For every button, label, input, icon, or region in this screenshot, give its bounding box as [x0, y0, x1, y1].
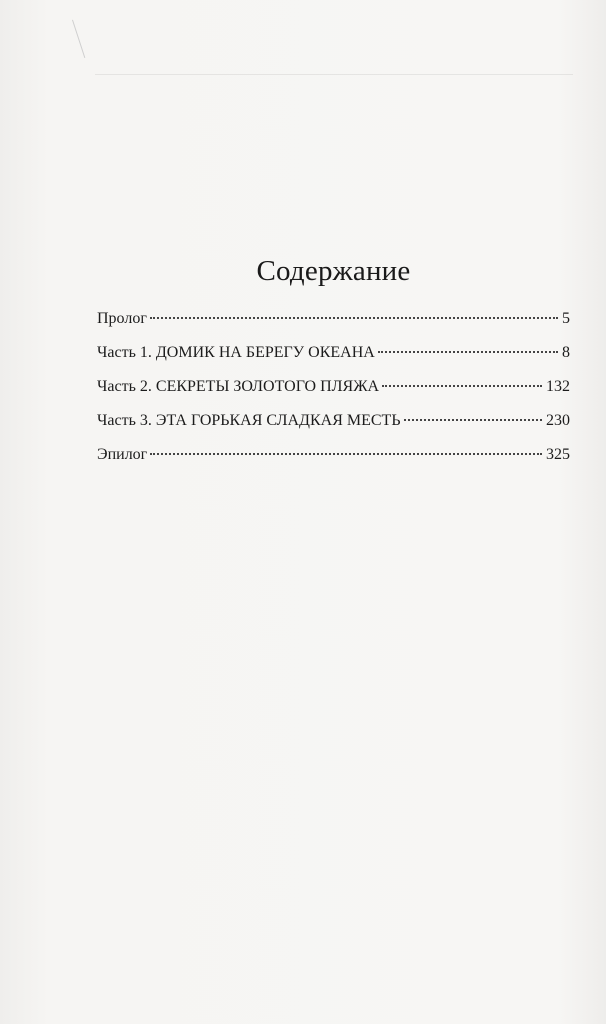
toc-entry-label: Часть 3. ЭТА ГОРЬКАЯ СЛАДКАЯ МЕСТЬ	[97, 412, 401, 429]
toc-entry-page: 132	[546, 378, 570, 395]
toc-entry-page: 230	[546, 412, 570, 429]
toc-entry-page: 325	[546, 446, 570, 463]
toc-entry-page: 5	[562, 310, 570, 327]
toc-entry-page: 8	[562, 344, 570, 361]
bleed-through-text	[95, 70, 573, 980]
toc-entry-epilogue	[97, 446, 570, 476]
toc-entry-part-3	[97, 412, 570, 442]
toc-entry-prologue	[97, 310, 570, 340]
page-edge-line	[72, 20, 85, 58]
toc-title: Содержание	[256, 255, 411, 287]
table-of-contents	[97, 255, 570, 476]
toc-entry-label: Часть 1. ДОМИК НА БЕРЕГУ ОКЕАНА	[97, 344, 375, 361]
toc-leader-dots	[150, 317, 558, 319]
toc-entry-label: Пролог	[97, 310, 147, 327]
toc-leader-dots	[378, 351, 558, 353]
toc-entry-part-1	[97, 344, 570, 374]
toc-leader-dots	[404, 419, 543, 421]
toc-entry-label: Эпилог	[97, 446, 148, 463]
toc-entry-part-2	[97, 378, 570, 408]
toc-leader-dots	[382, 385, 542, 387]
toc-leader-dots	[150, 453, 542, 455]
toc-entry-label: Часть 2. СЕКРЕТЫ ЗОЛОТОГО ПЛЯЖА	[97, 378, 380, 395]
